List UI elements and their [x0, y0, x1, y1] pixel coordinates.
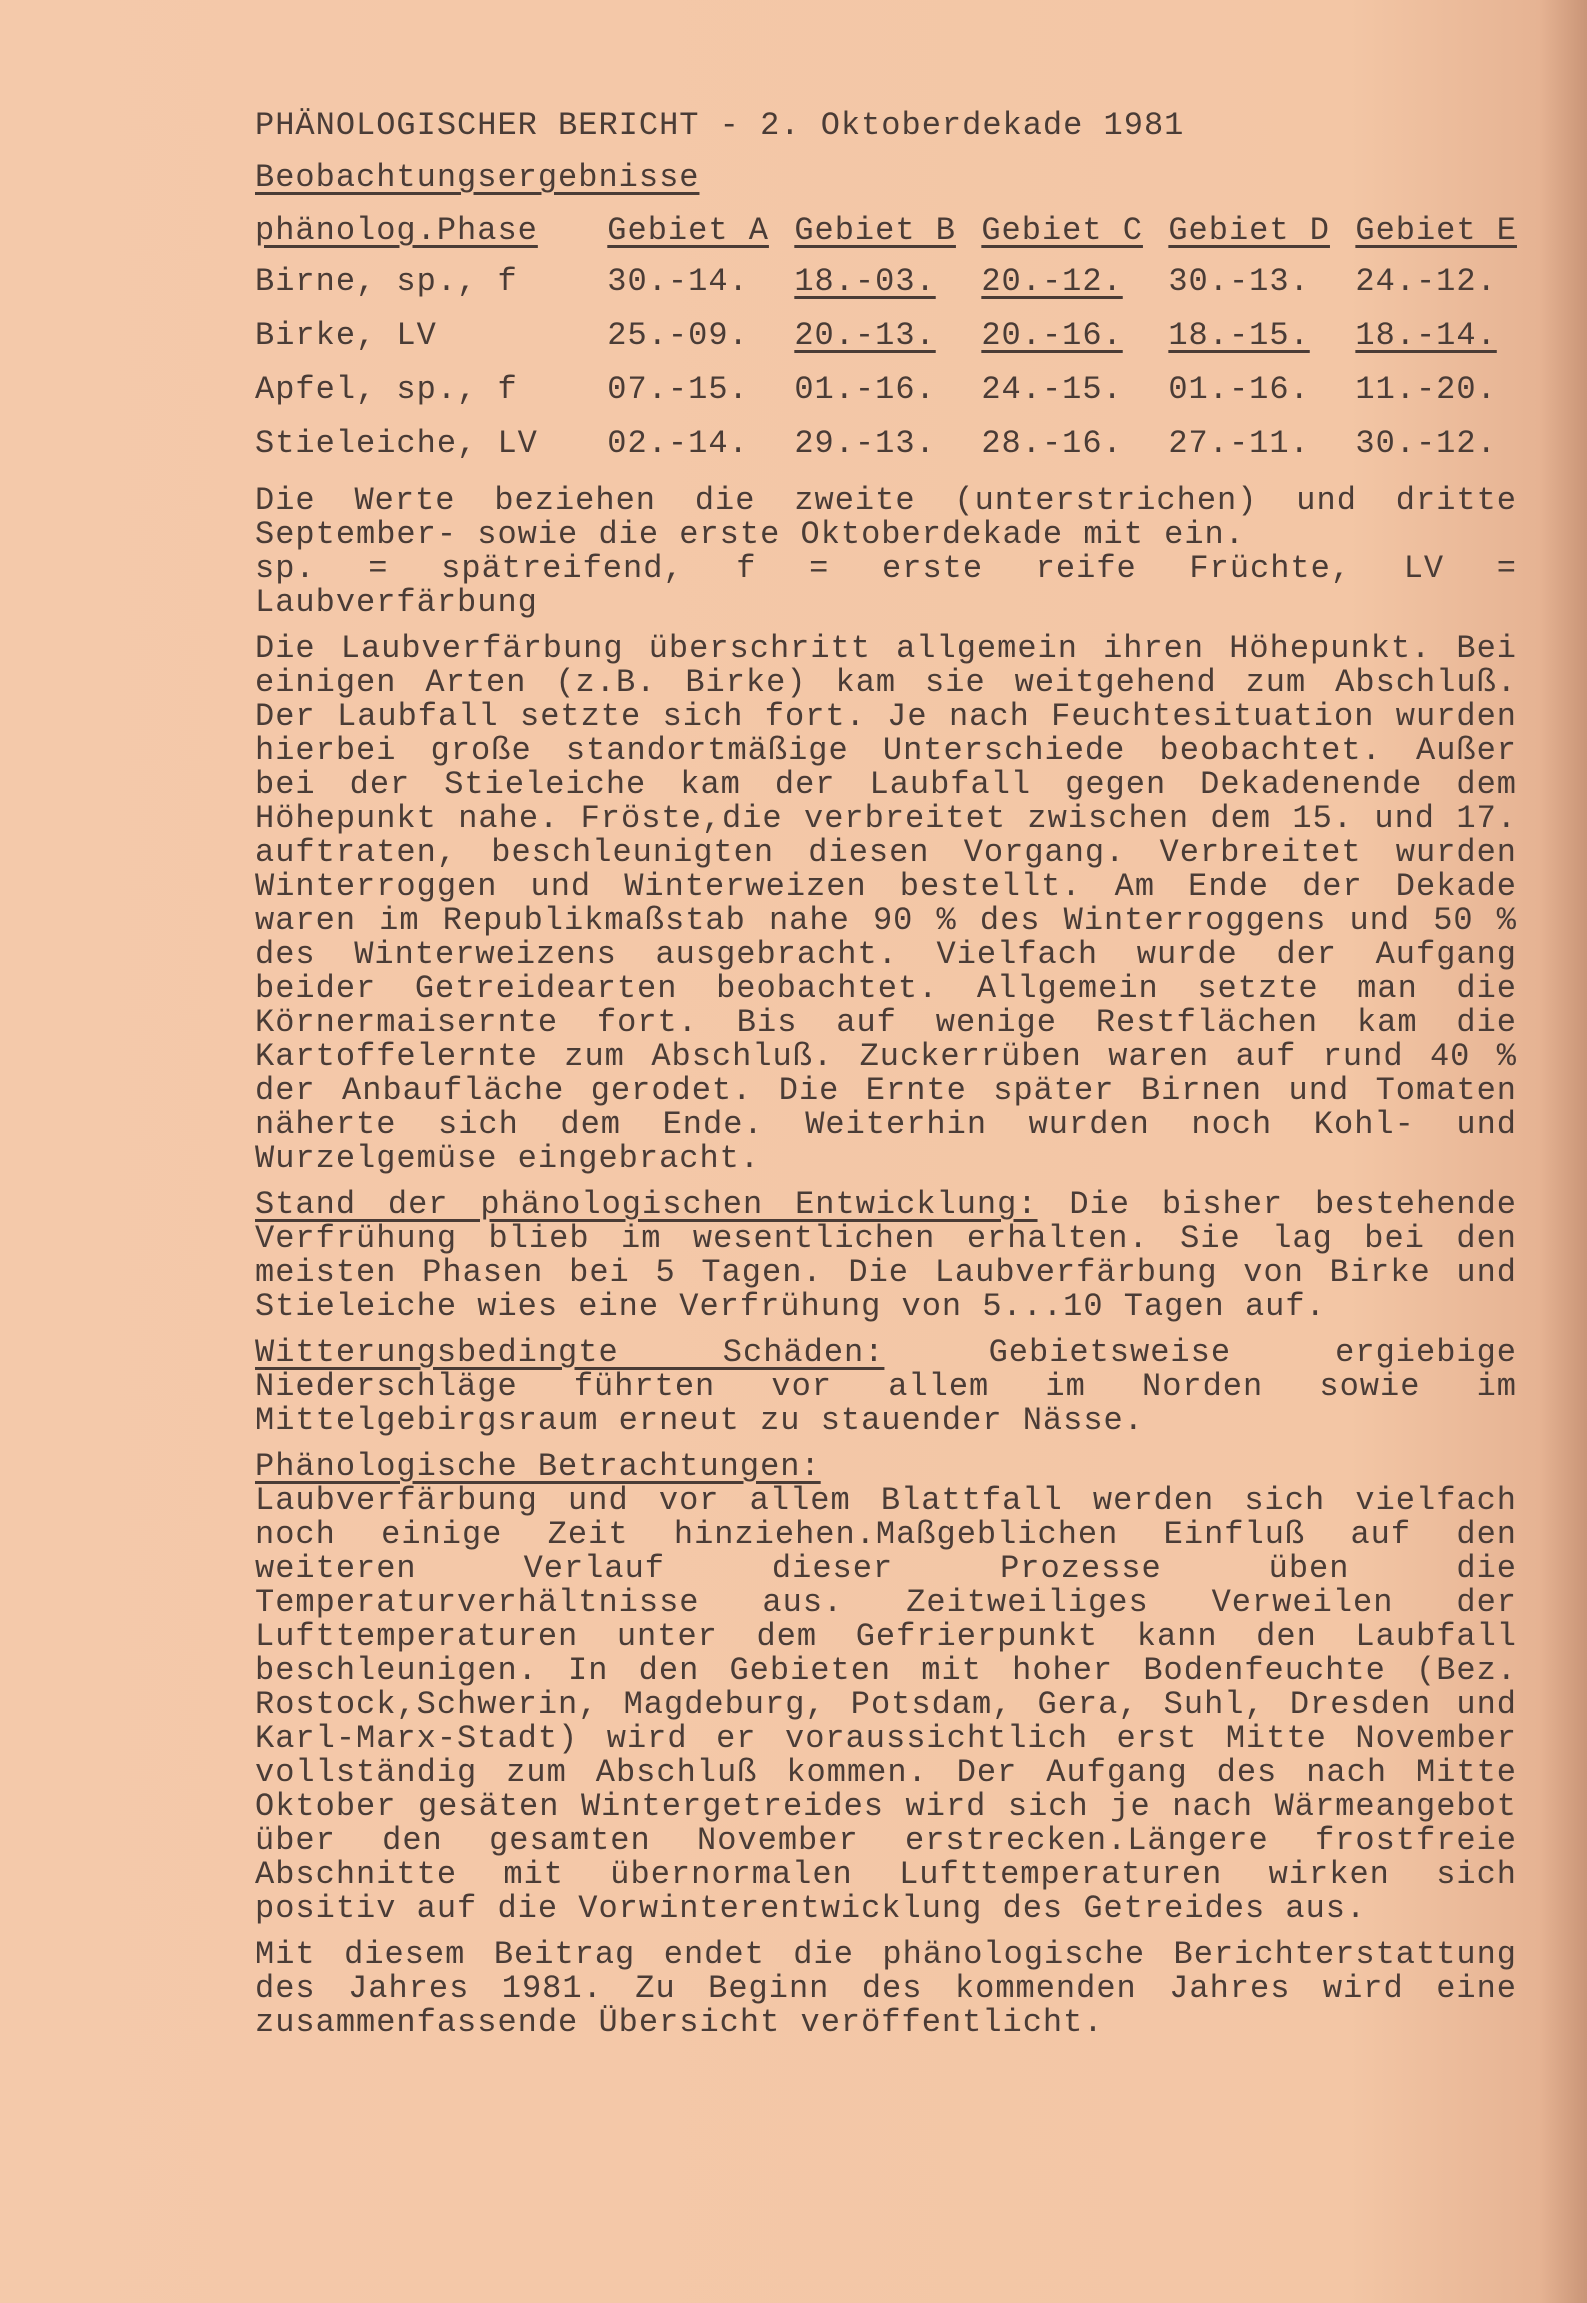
header-gebiet-a: Gebiet A — [607, 211, 769, 249]
table-header-row — [255, 206, 1517, 254]
table-cell: 11.-20. — [1355, 370, 1497, 408]
header-gebiet-c: Gebiet C — [981, 211, 1143, 249]
section-stand — [255, 1188, 1517, 1324]
section-schaeden-heading: Witterungsbedingte Schäden: — [255, 1334, 885, 1371]
section-schaeden-text: Gebietsweise ergiebige Niederschläge führten vor allem im Norden sowie im Mittelgebirgsraum erneut zu stauender Nässe. — [255, 1334, 1518, 1439]
table-cell: 30.-13. — [1168, 262, 1310, 300]
notes-line-values: Die Werte beziehen die zweite (unterstrichen) und dritte September- sowie die erste Oktoberdekade mit ein. — [255, 482, 1517, 553]
section-betrachtungen-heading: Phänologische Betrachtungen: — [255, 1448, 821, 1485]
table-cell: 20.-13. — [794, 316, 936, 354]
table-cell: 29.-13. — [794, 424, 936, 462]
table-cell: 25.-09. — [607, 316, 749, 354]
paragraph-laubverfaerbung: Die Laubverfärbung überschritt allgemein ihren Höhepunkt. Bei einigen Arten (z.B. Birke) kam sie weitgehend zum Abschluß. Der Laubfall setzte sich fort. Je nach Feuchtesituation wurden hierbei große standortmäßige Unterschiede beobachtet. Außer bei der Stieleiche kam der Laubfall gegen Dekadenende dem Höhepunkt nahe. Fröste,die verbreitet zwischen dem 15. und 17. auftraten, beschleunigten diesen Vorgang. Verbreitet wurden Winterroggen und Winterweizen bestellt. Am Ende der Dekade waren im Republikmaßstab nahe 90 % des Winterroggens und 50 % des Winterweizens ausgebracht. Vielfach wurde der Aufgang beider Getreidearten beobachtet. Allgemein setzte man die Körnermaisernte fort. Bis auf wenige Restflächen kam die Kartoffelernte zum Abschluß. Zuckerrüben waren auf rund 40 % der Anbaufläche gerodet. Die Ernte später Birnen und Tomaten näherte sich dem Ende. Weiterhin wurden noch Kohl- und Wurzelgemüse eingebracht. — [255, 630, 1517, 1177]
table-cell: 20.-12. — [981, 262, 1123, 300]
section-betrachtungen-text: Laubverfärbung und vor allem Blattfall werden sich vielfach noch einige Zeit hinziehen.Maßgeblichen Einfluß auf den weiteren Verlauf dieser Prozesse üben die Temperaturverhältnisse aus. Zeitweiliges Verweilen der Lufttemperaturen unter dem Gefrierpunkt kann den Laubfall beschleunigen. In den Gebieten mit hoher Bodenfeuchte (Bez. Rostock,Schwerin, Magdeburg, Potsdam, Gera, Suhl, Dresden und Karl-Marx-Stadt) wird er voraussichtlich erst Mitte November vollständig zum Abschluß kommen. Der Aufgang des nach Mitte Oktober gesäten Wintergetreides wird sich je nach Wärmeangebot über den gesamten November erstrecken.Längere frostfreie Abschnitte mit übernormalen Lufttemperaturen wirken sich positiv auf die Vorwinterentwicklung des Getreides aus. — [255, 1482, 1517, 1927]
report-title: PHÄNOLOGISCHER BERICHT - 2. Oktoberdekade 1981 — [255, 107, 1185, 144]
header-gebiet-b: Gebiet B — [794, 211, 956, 249]
notes-line-abbreviations: sp. = spätreifend, f = erste reife Früchte, LV = Laubverfärbung — [255, 550, 1517, 621]
header-gebiet-e: Gebiet E — [1355, 211, 1517, 249]
table-cell: 18.-15. — [1168, 316, 1310, 354]
table-notes — [255, 484, 1517, 620]
section-stand-text: Die bisher bestehende Verfrühung blieb im wesentlichen erhalten. Sie lag bei den meisten Phasen bei 5 Tagen. Die Laubverfärbung von Birke und Stieleiche wies eine Verfrühung von 5...10 Tagen auf. — [255, 1186, 1518, 1325]
table-row — [255, 308, 1517, 362]
table-cell: 24.-12. — [1355, 262, 1497, 300]
observation-table — [255, 206, 1517, 470]
row-label: Birke, LV — [255, 316, 437, 354]
report-document — [255, 106, 1517, 2040]
section-schaeden — [255, 1336, 1517, 1438]
table-cell: 27.-11. — [1168, 424, 1310, 462]
section-stand-heading: Stand der phänologischen Entwicklung: — [255, 1186, 1038, 1223]
row-label: Birne, sp., f — [255, 262, 518, 300]
table-cell: 18.-14. — [1355, 316, 1497, 354]
table-cell: 20.-16. — [981, 316, 1123, 354]
table-cell: 24.-15. — [981, 370, 1123, 408]
table-row — [255, 362, 1517, 416]
table-cell: 07.-15. — [607, 370, 749, 408]
table-row — [255, 254, 1517, 308]
table-cell: 01.-16. — [794, 370, 936, 408]
row-label: Stieleiche, LV — [255, 424, 538, 462]
table-row — [255, 416, 1517, 470]
closing-paragraph: Mit diesem Beitrag endet die phänologische Berichterstattung des Jahres 1981. Zu Beginn des kommenden Jahres wird eine zusammenfassende Übersicht veröffentlicht. — [255, 1936, 1517, 2041]
header-gebiet-d: Gebiet D — [1168, 211, 1330, 249]
table-cell: 01.-16. — [1168, 370, 1310, 408]
row-label: Apfel, sp., f — [255, 370, 518, 408]
table-cell: 28.-16. — [981, 424, 1123, 462]
table-cell: 02.-14. — [607, 424, 749, 462]
table-cell: 18.-03. — [794, 262, 936, 300]
table-cell: 30.-14. — [607, 262, 749, 300]
section-betrachtungen — [255, 1450, 1517, 1926]
section-subtitle: Beobachtungsergebnisse — [255, 159, 700, 196]
table-cell: 30.-12. — [1355, 424, 1497, 462]
header-phase: phänolog.Phase — [255, 211, 538, 249]
